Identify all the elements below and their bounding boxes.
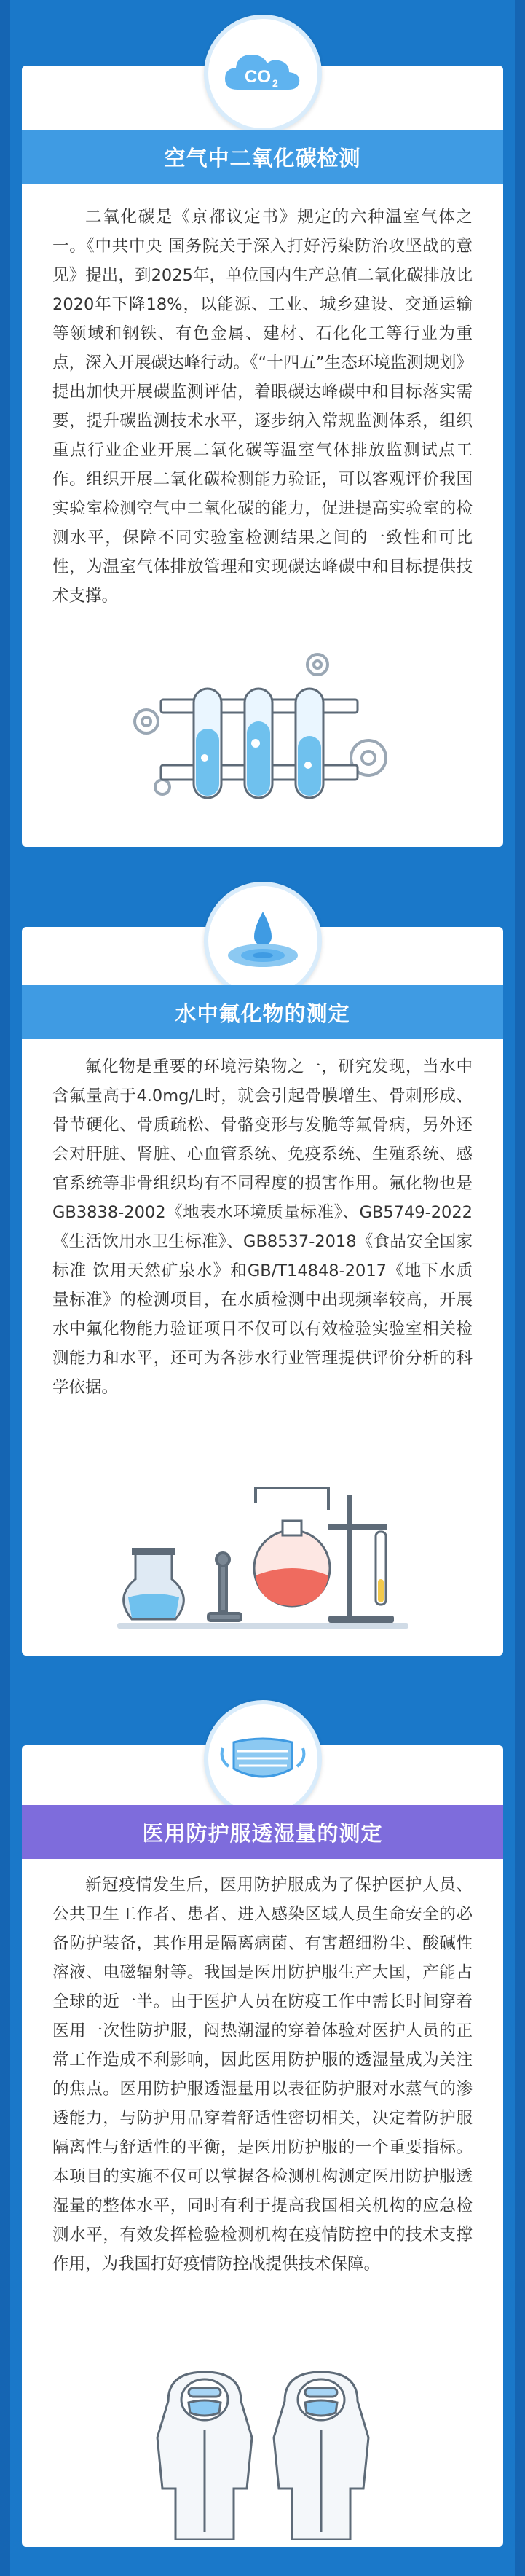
section-body-text: 新冠疫情发生后，医用防护服成为了保护医护人员、公共卫生工作者、患者、进入感染区域人员生命安全的必备防护装备，其作用是隔离病菌、有害超细粉尘、酸碱性溶液、电磁辐射等。我国是医用防护服生产大国，产能占全球的近一半。由于医护人员在防疫工作中需长时间穿着医用一次性防护服，闷热潮湿的穿着体验对医护人员的正常工作造成不利影响，因此医用防护服的透湿量成为关注的焦点。医用防护服透湿量用以表征防护服对水蒸气的渗透能力，与防护用品穿着舒适性密切相关，决定着防护服隔离性与舒适性的平衡，是医用防护服的一个重要指标。本项目的实施不仅可以掌握各检测机构测定医用防护服透湿量的整体水平，同时有利于提高我国相关机构的应急检测水平，有效发挥检验检测机构在疫情防控中的技术支撑作用，为我国打好疫情防控战提供技术保障。 — [52, 1876, 473, 2274]
co2-badge — [204, 15, 322, 133]
section-body-text: 氟化物是重要的环境污染物之一，研究发现，当水中含氟量高于4.0mg/L时，就会引起骨膜增生、骨刺形成、骨节硬化、骨质疏松、骨骼变形与发脆等氟骨病，另外还会对肝脏、肾脏、心血管系统、免疫系统、生殖系统、感官系统等非骨组织均有不同程度的损害作用。氟化物也是GB3838-2002《地表水环境质量标准》、GB5749-2022《生活饮用水卫生标准》、GB8537-2018《食品安全国家标准 饮用天然矿泉水》和GB/T14848-2017《地下水质量标准》的检测项目，在水质检测中出现频率较高，开展水中氟化物能力验证项目不仅可以有效检验实验室相关检测能力和水平，还可为各涉水行业管理提供评价分析的科学依据。 — [52, 1057, 473, 1397]
co2-section-card — [22, 66, 503, 847]
fluoride-section-card — [22, 927, 503, 1656]
svg-text:CO: CO — [244, 67, 271, 87]
right-border-stripe — [515, 0, 525, 2576]
protective-suit-section-card — [22, 1745, 503, 2547]
test-tubes-gears-illustration — [132, 649, 394, 812]
mask-badge — [204, 1700, 322, 1818]
section-title: 水中氟化物的测定 — [22, 985, 503, 1039]
water-drop-icon — [219, 904, 307, 977]
section-title: 医用防护服透湿量的测定 — [22, 1805, 503, 1859]
lab-flasks-microscope-illustration — [110, 1481, 416, 1644]
section-title: 空气中二氧化碳检测 — [22, 130, 503, 184]
water-badge — [204, 882, 322, 1000]
co2-cloud-icon — [219, 44, 307, 103]
section-body-text: 二氧化碳是《京都议定书》规定的六种温室气体之一。《中共中央 国务院关于深入打好污染防治攻坚战的意见》提出，到2025年，单位国内生产总值二氧化碳排放比2020年下降18%，以能源、工业、城乡建设、交通运输等领域和钢铁、有色金属、建材、石化化工等行业为重点，深入开展碳达峰行动。《“十四五”生态环境监测规划》提出加快开展碳监测评估，着眼碳达峰碳中和目标落实需要，提升碳监测技术水平，逐步纳入常规监测体系，组织重点行业企业开展二氧化碳等温室气体排放监测试点工作。组织开展二氧化碳检测能力验证，可以客观评价我国实验室检测空气中二氧化碳的能力，促进提高实验室的检测水平，保障不同实验室检测结果之间的一致性和可比性，为温室气体排放管理和实现碳达峰碳中和目标提供技术支撑。 — [52, 208, 473, 606]
face-mask-icon — [216, 1726, 310, 1792]
protective-suit-workers-illustration — [125, 2343, 401, 2542]
left-border-stripe — [0, 0, 10, 2576]
svg-text:2: 2 — [272, 77, 278, 89]
